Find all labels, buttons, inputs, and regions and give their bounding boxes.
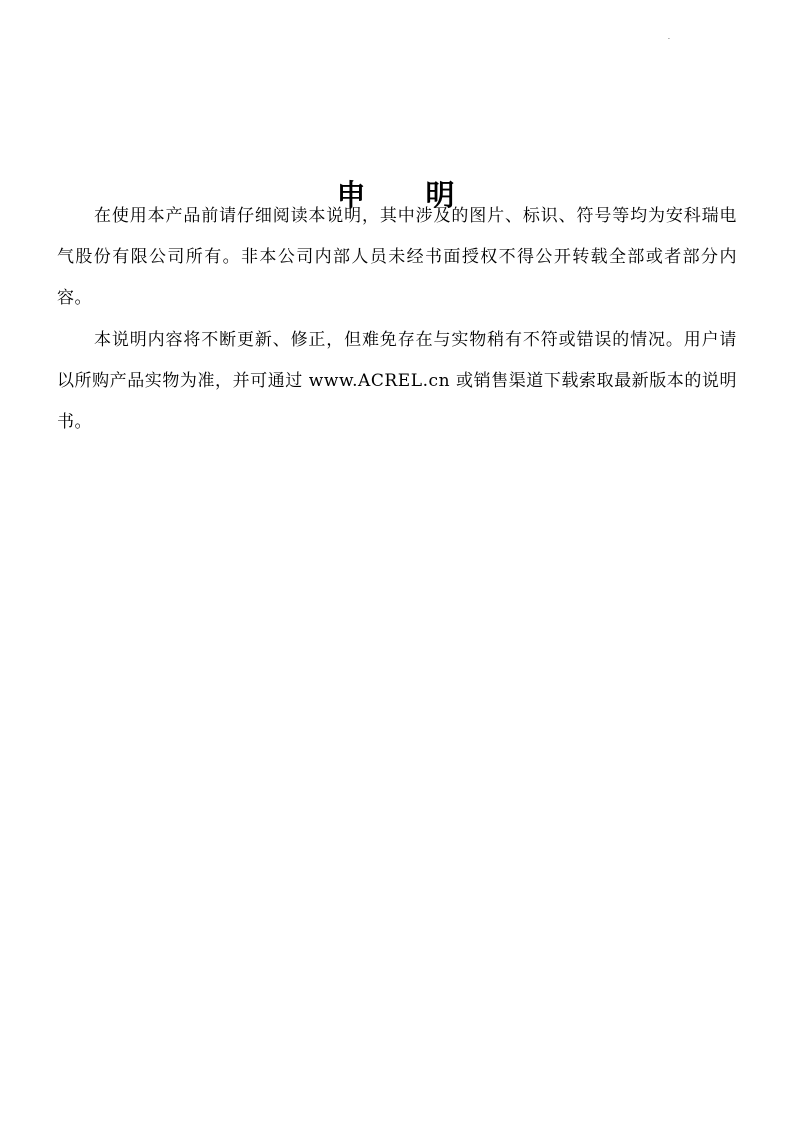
title-char-2: 明 xyxy=(425,178,457,213)
disclaimer-paragraph-ownership: 在使用本产品前请仔细阅读本说明，其中涉及的图片、标识、符号等均为安科瑞电气股份有限公司所有。非本公司内部人员未经书面授权不得公开转载全部或者部分内容。 xyxy=(57,206,737,308)
corner-mark: . xyxy=(668,34,670,41)
title-char-1: 申 xyxy=(336,178,368,213)
disclaimer-paragraph-updates: 本说明内容将不断更新、修正，但难免存在与实物稍有不符或错误的情况。用户请以所购产品实物为准，并可通过 www.ACREL.cn 或销售渠道下载索取最新版本的说明书。 xyxy=(57,330,737,432)
